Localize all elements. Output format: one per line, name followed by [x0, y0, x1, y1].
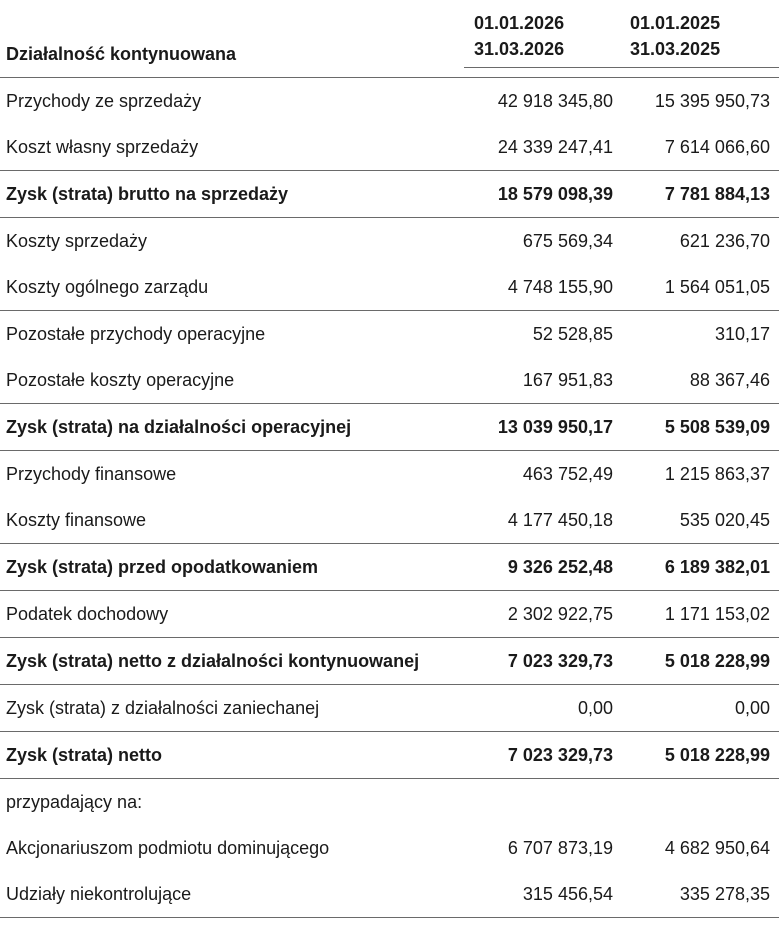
- header-underline: [464, 67, 779, 68]
- value-2026: 315 456,54: [463, 871, 613, 918]
- period-2026-start: 01.01.2026: [474, 13, 565, 33]
- value-2026: 2 302 922,75: [463, 591, 613, 638]
- value-2025: 335 278,35: [613, 871, 779, 918]
- value-2026: 9 326 252,48: [463, 544, 613, 591]
- value-2025: 4 682 950,64: [664, 837, 770, 858]
- value-2025: 310,17: [613, 311, 779, 358]
- row-label: Przychody finansowe: [0, 451, 463, 498]
- period-2026-header: [474, 10, 564, 62]
- row-label: Akcjonariuszom podmiotu dominującego: [6, 837, 330, 858]
- value-2025: 621 236,70: [613, 218, 779, 265]
- value-2026: [463, 779, 613, 826]
- table-header: [0, 0, 779, 78]
- value-2025: 6 189 382,01: [613, 544, 779, 591]
- period-2025-start: 01.01.2025: [630, 13, 721, 33]
- table-row-subtotal: [0, 638, 779, 685]
- value-2026: 52 528,85: [463, 311, 613, 358]
- row-label: przypadający na:: [0, 779, 463, 826]
- statement-table: [0, 78, 779, 918]
- row-label: Pozostałe przychody operacyjne: [0, 311, 463, 358]
- row-label: Zysk (strata) brutto na sprzedaży: [0, 171, 463, 218]
- table-row: [0, 871, 779, 918]
- value-2026: 463 752,49: [463, 451, 613, 498]
- row-label: Zysk (strata) przed opodatkowaniem: [0, 544, 463, 591]
- row-label: Przychody ze sprzedaży: [6, 90, 202, 111]
- value-2026: 18 579 098,39: [463, 171, 613, 218]
- value-2025: 535 020,45: [679, 509, 770, 530]
- table-row-subtotal: [0, 544, 779, 591]
- value-2026: 4 748 155,90: [507, 276, 613, 297]
- table-row: [0, 124, 779, 171]
- row-label: Zysk (strata) netto: [0, 732, 463, 779]
- table-row: [0, 825, 779, 871]
- value-2025: 88 367,46: [689, 369, 770, 390]
- row-label: Koszty sprzedaży: [0, 218, 463, 265]
- value-2026: 24 339 247,41: [497, 136, 613, 157]
- value-2025: 1 564 051,05: [664, 276, 770, 297]
- row-label: Podatek dochodowy: [0, 591, 463, 638]
- table-row-subtotal: [0, 171, 779, 218]
- value-2026: 167 951,83: [522, 369, 613, 390]
- value-2026: 42 918 345,80: [497, 90, 613, 111]
- header-divider: [0, 77, 779, 78]
- row-label: Koszty ogólnego zarządu: [6, 276, 209, 297]
- value-2025: 5 018 228,99: [613, 638, 779, 685]
- table-row: [0, 591, 779, 638]
- value-2026: 13 039 950,17: [463, 404, 613, 451]
- period-2025-header: [630, 10, 720, 62]
- row-label: Koszt własny sprzedaży: [6, 136, 199, 157]
- row-label: Zysk (strata) na działalności operacyjnej: [0, 404, 463, 451]
- table-row: [0, 685, 779, 732]
- table-row: [0, 218, 779, 265]
- period-2026-end: 31.03.2026: [474, 39, 565, 59]
- table-row: [0, 779, 779, 826]
- row-label: Zysk (strata) z działalności zaniechanej: [0, 685, 463, 732]
- row-label: Pozostałe koszty operacyjne: [6, 369, 235, 390]
- value-2025: 1 215 863,37: [613, 451, 779, 498]
- value-2025: 15 395 950,73: [654, 90, 770, 111]
- row-label: Udziały niekontrolujące: [0, 871, 463, 918]
- value-2025: [613, 779, 779, 826]
- table-row: [0, 451, 779, 498]
- period-2025-end: 31.03.2025: [630, 39, 721, 59]
- table-row: [0, 264, 779, 311]
- value-2026: 7 023 329,73: [463, 638, 613, 685]
- value-2025: 7 781 884,13: [613, 171, 779, 218]
- value-2026: 6 707 873,19: [507, 837, 613, 858]
- table-row-subtotal: [0, 404, 779, 451]
- table-row-total: [0, 732, 779, 779]
- section-title: Działalność kontynuowana: [6, 44, 237, 64]
- value-2025: 0,00: [613, 685, 779, 732]
- row-label: Zysk (strata) netto z działalności kontynuowanej: [0, 638, 463, 685]
- value-2025: 7 614 066,60: [664, 136, 770, 157]
- table-row: [0, 311, 779, 358]
- table-row: [0, 78, 779, 124]
- table-row: [0, 497, 779, 544]
- value-2026: 0,00: [463, 685, 613, 732]
- value-2026: 7 023 329,73: [463, 732, 613, 779]
- table-row: [0, 357, 779, 404]
- value-2026: 675 569,34: [463, 218, 613, 265]
- value-2025: 1 171 153,02: [613, 591, 779, 638]
- value-2025: 5 018 228,99: [613, 732, 779, 779]
- row-label: Koszty finansowe: [6, 509, 147, 530]
- value-2026: 4 177 450,18: [507, 509, 613, 530]
- value-2025: 5 508 539,09: [613, 404, 779, 451]
